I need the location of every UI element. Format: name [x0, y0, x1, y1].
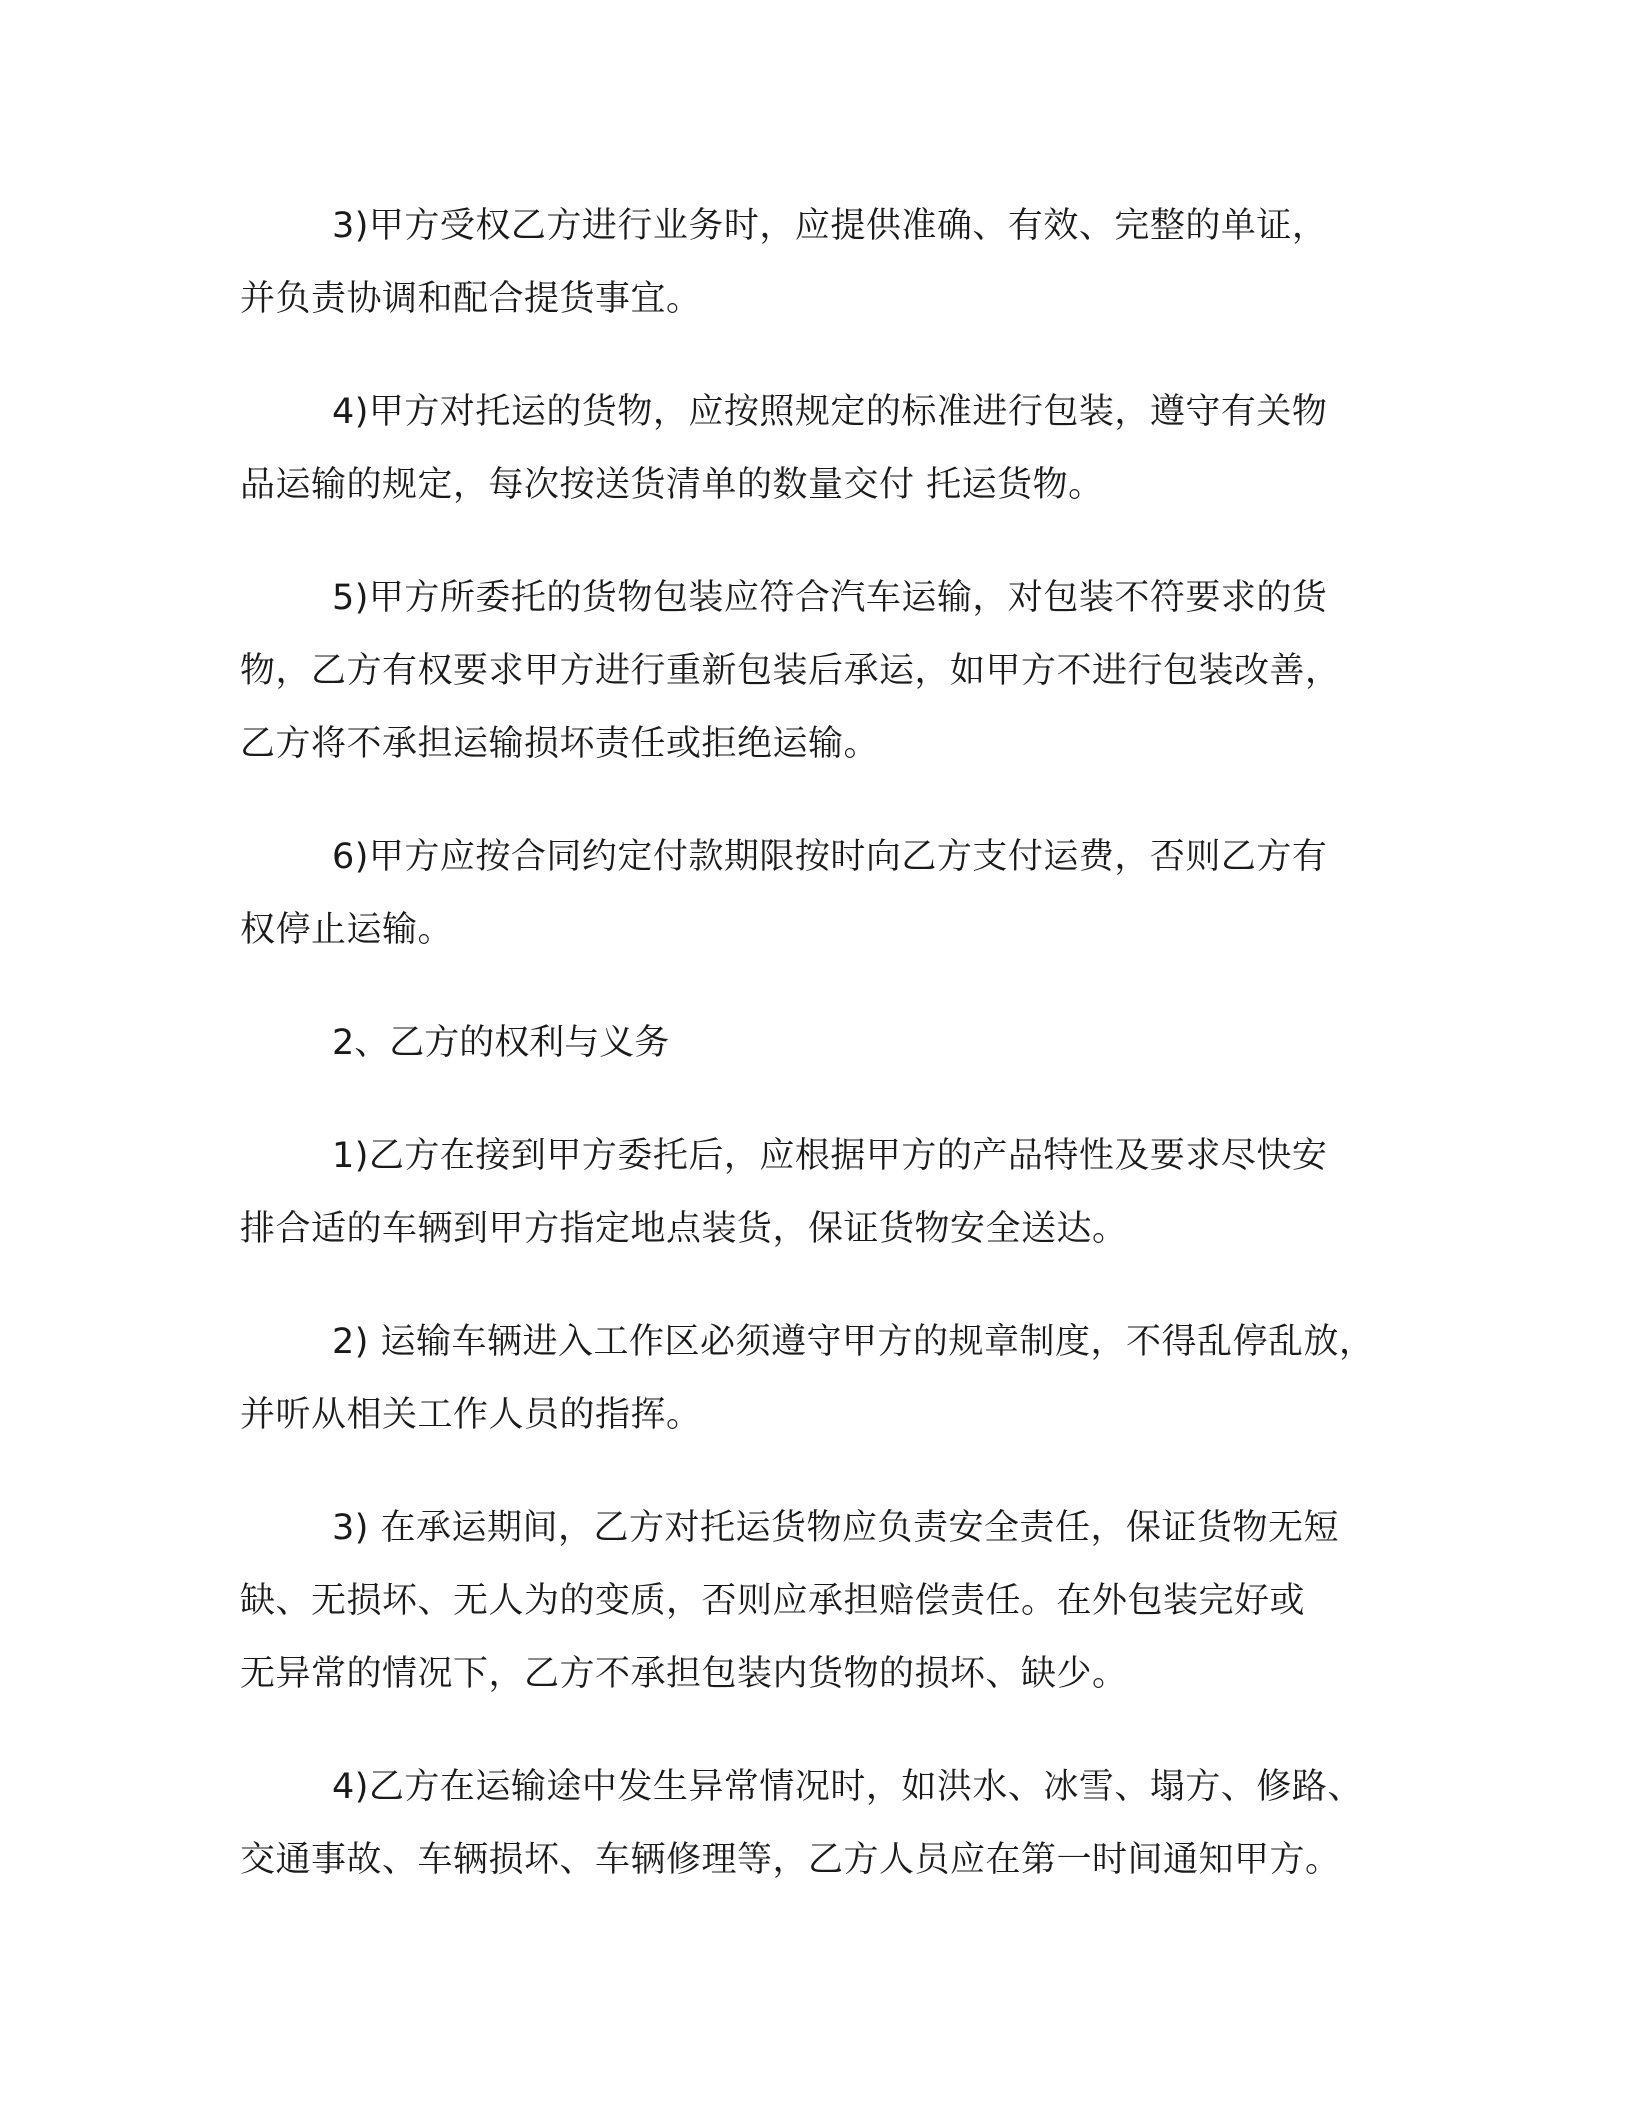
paragraph-party-b-1 [240, 1120, 1410, 1266]
paragraph-line: 排合适的车辆到甲方指定地点装货，保证货物安全送达。 [240, 1209, 1128, 1249]
paragraph-line: 4)甲方对托运的货物，应按照规定的标准进行包装，遵守有关物 [332, 392, 1328, 432]
paragraph-party-b-4 [240, 1751, 1410, 1897]
paragraph-line: 4)乙方在运输途中发生异常情况时，如洪水、冰雪、塌方、修路、 [332, 1767, 1363, 1807]
paragraph-line: 2) 运输车辆进入工作区必须遵守甲方的规章制度，不得乱停乱放， [332, 1322, 1375, 1362]
paragraph-party-a-6 [240, 821, 1410, 967]
paragraph-line: 并听从相关工作人员的指挥。 [240, 1395, 702, 1435]
paragraph-party-a-3 [240, 190, 1410, 336]
paragraph-party-a-5 [240, 562, 1410, 781]
paragraph-line: 无异常的情况下，乙方不承担包装内货物的损坏、缺少。 [240, 1654, 1128, 1694]
paragraph-party-b-3 [240, 1492, 1410, 1711]
paragraph-line: 3) 在承运期间，乙方对托运货物应负责安全责任，保证货物无短 [332, 1508, 1340, 1548]
paragraph-line: 权停止运输。 [240, 910, 454, 950]
paragraph-line: 物，乙方有权要求甲方进行重新包装后承运，如甲方不进行包装改善， [240, 651, 1341, 691]
paragraph-line: 3)甲方受权乙方进行业务时，应提供准确、有效、完整的单证， [332, 206, 1328, 246]
paragraph-line: 品运输的规定，每次按送货清单的数量交付 托运货物。 [240, 465, 1104, 505]
paragraph-line: 1)乙方在接到甲方委托后，应根据甲方的产品特性及要求尽快安 [332, 1136, 1328, 1176]
paragraph-party-b-2 [240, 1306, 1410, 1452]
paragraph-line: 并负责协调和配合提货事宜。 [240, 279, 702, 319]
paragraph-line: 乙方将不承担运输损坏责任或拒绝运输。 [240, 724, 880, 764]
section-heading-party-b: 2、乙方的权利与义务 [332, 1023, 670, 1063]
paragraph-line: 缺、无损坏、无人为的变质，否则应承担赔偿责任。在外包装完好或 [240, 1581, 1306, 1621]
paragraph-line: 交通事故、车辆损坏、车辆修理等，乙方人员应在第一时间通知甲方。 [240, 1840, 1341, 1880]
document-body [240, 190, 1410, 1937]
paragraph-line: 5)甲方所委托的货物包装应符合汽车运输，对包装不符要求的货 [332, 578, 1328, 618]
paragraph-party-a-4 [240, 376, 1410, 522]
paragraph-line: 6)甲方应按合同约定付款期限按时向乙方支付运费，否则乙方有 [332, 837, 1328, 877]
